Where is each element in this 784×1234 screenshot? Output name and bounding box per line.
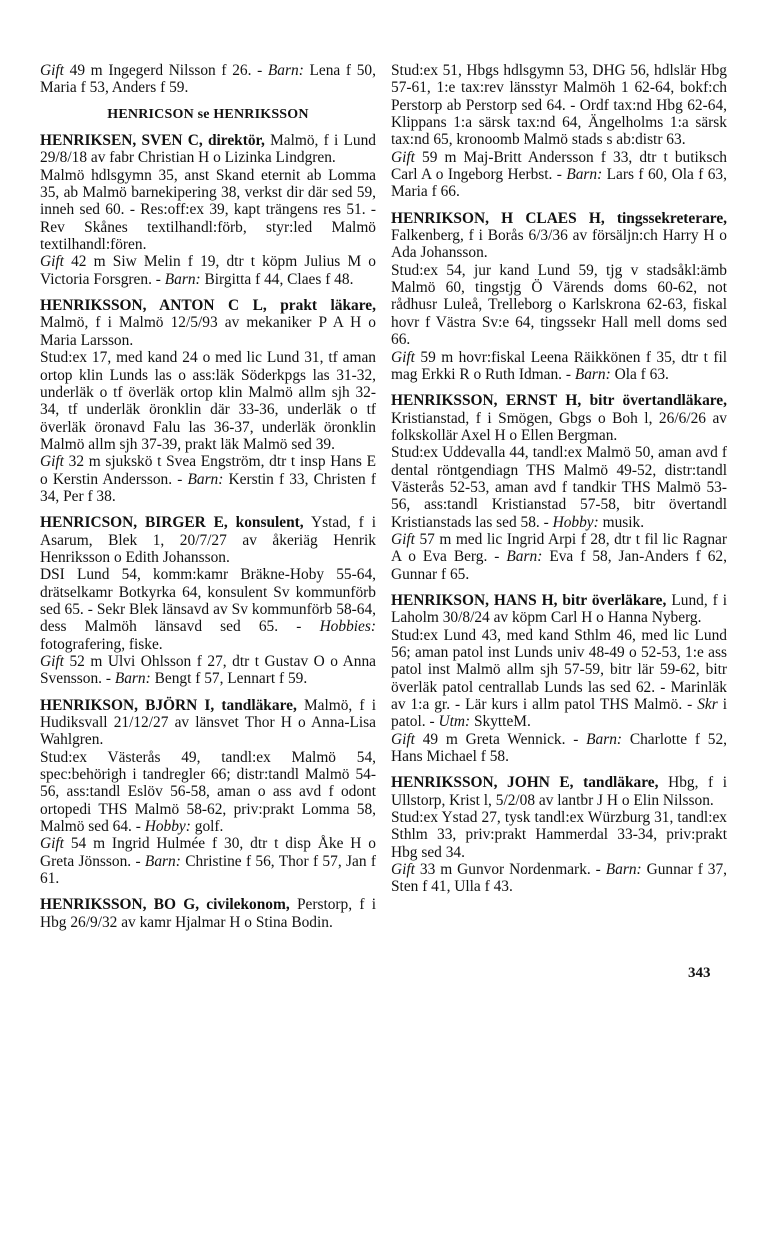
gift-label: Gift	[40, 653, 64, 670]
gift-label: Gift	[391, 148, 415, 166]
biography-entry	[40, 697, 376, 888]
gift-text: 57 m med lic Ingrid Arpi f 28, dtr t fil lic Ragnar A o Eva Berg. -	[391, 530, 727, 566]
continued-entry	[40, 62, 376, 97]
entry-heading: HENRIKSON, BJÖRN I, tandläkare,	[40, 696, 297, 714]
entry-career: Stud:ex Ystad 27, tysk tandl:ex Würzburg 31, tandl:ex Sthlm 33, priv:prakt Hammerdal 33-34, priv:prakt Hbg sed 34.	[391, 809, 727, 861]
barn-text: Charlotte f 52, Hans Michael f 58.	[391, 730, 727, 766]
gift-text: 59 m hovr:fiskal Leena Räikkönen f 35, dtr t fil mag Erkki R o Ruth Idman. -	[391, 348, 727, 383]
entry-career: Stud:ex 51, Hbgs hdlsgymn 53, DHG 56, hdlslär Hbg 57-61, 1:e tax:rev länsstyr Malmöh 1 62-64, bokf:ch Perstorp ab Perstorp sed 64. - Ordf tax:nd Hbg 62-64, Klippans 1:a särsk tax:nd 64, Ängelholms 1:a särsk tax:nd 65, kronoomb Malmö stads s ab:distr 63.	[391, 62, 727, 149]
barn-text: Gunnar f 37, Sten f 41, Ulla f 43.	[391, 861, 728, 896]
hobby-text: fotografering, fiske.	[40, 635, 163, 653]
entry-birth-info: Kristianstad, f i Smögen, Gbgs o Boh l, 26/6/26 av folkskollär Axel H o Ellen Bergman.	[391, 409, 727, 444]
biography-entry	[40, 132, 376, 288]
entry-career: Stud:ex 17, med kand 24 o med lic Lund 31, tf aman ortop klin Lunds las o ass:läk Söderkpgs las 31-32, underläk o tf överläk ortop klin Malmö allm sjh 32-34, tf underläk öronklin där 33-36, underläk o tf överläk öronavd Falu las 36-37, underläk öronklin Malmö allm sjh 37-39, prakt läk Malmö sed 39.	[40, 349, 376, 453]
barn-label: Barn:	[574, 365, 611, 383]
entry-career: Malmö hdlsgymn 35, anst Skand eternit ab Lomma 35, ab Malmö barnekipering 38, verkst dir där sed 59, inneh sed 60. - Res:off:ex 39, kapt trängens res 51. - Rev Skånes textilhandl:förb, styr:led Malmö textilhandl:fören.	[40, 166, 376, 254]
biography-entry	[391, 774, 727, 895]
entry-birth-info: Malmö, f i Hudiksvall 21/12/27 av länsvet Thor H o Anna-Lisa Wahlgren.	[40, 696, 376, 749]
gift-label: Gift	[391, 530, 415, 548]
writings-label: Skr	[697, 696, 718, 714]
entry-heading: HENRIKSSON, BO G, civilekonom,	[40, 896, 290, 914]
barn-label: Barn:	[187, 470, 224, 488]
gift-label: Gift	[391, 861, 415, 879]
hobby-text: golf.	[194, 818, 224, 836]
barn-label: Barn:	[586, 730, 623, 748]
biography-entry	[391, 210, 727, 383]
entry-birth-info: Ystad, f i Asarum, Blek 1, 20/7/27 av åkeriäg Henrik Henriksson o Edith Johansson.	[40, 514, 377, 566]
entry-heading: HENRIKSEN, SVEN C, direktör,	[40, 132, 265, 150]
biography-entry	[40, 514, 376, 687]
barn-label: Barn:	[144, 852, 181, 870]
entry-birth-info: Malmö, f i Malmö 12/5/93 av mekaniker P A H o Maria Larsson.	[40, 314, 376, 349]
barn-text: Lars f 60, Ola f 63, Maria f 66.	[391, 166, 727, 201]
entry-career-text: Stud:ex Lund 43, med kand Sthlm 46, med lic Lund 56; aman patol inst Lunds univ 48-49 o 52-53, 1:e ass patol inst Malmö allm sjh 57-59, bitr lär 59-62, bitr överläk patol centrallab Lunds las sed 62. - Marinläk av 1:a gr. - Lär kurs i allm patol THS Malmö. -	[391, 626, 727, 714]
entry-birth-info: Perstorp, f i Hbg 26/9/32 av kamr Hjalmar H o Stina Bodin.	[40, 896, 376, 931]
entry-career-text: Stud:ex Uddevalla 44, tandl:ex Malmö 50, aman avd f dental röntgendiagn THS Malmö 49-52, distr:tandl Västerås 52-53, aman avd f tandkir THS Malmö 53-56, ass:tandl Kristianstad 57-58, bitr övertandl Kristianstads las sed 58. -	[391, 444, 727, 531]
entry-heading: HENRIKSSON, JOHN E, tandläkare,	[391, 774, 659, 792]
barn-label: Barn:	[164, 270, 201, 288]
barn-label: Barn:	[114, 670, 151, 688]
barn-text: Birgitta f 44, Claes f 48.	[204, 270, 354, 288]
barn-text: Christine f 56, Thor f 57, Jan f 61.	[40, 852, 376, 888]
biography-entry	[40, 297, 376, 505]
barn-text: Ola f 63.	[614, 365, 669, 383]
barn-label: Barn:	[605, 861, 642, 879]
gift-label: Gift	[40, 62, 64, 79]
gift-label: Gift	[40, 453, 64, 471]
barn-label: Barn:	[506, 548, 543, 566]
hobby-label: Hobbies:	[319, 618, 376, 636]
gift-label: Gift	[391, 730, 415, 748]
entry-heading: HENRICSON, BIRGER E, konsulent,	[40, 514, 304, 532]
hobby-text: musik.	[602, 513, 645, 531]
continued-entry	[391, 62, 727, 201]
gift-text: 33 m Gunvor Nordenmark. -	[419, 861, 606, 879]
entry-birth-info: Hbg, f i Ullstorp, Krist l, 5/2/08 av lantbr J H o Elin Nilsson.	[391, 774, 727, 809]
page-number: 343	[688, 965, 711, 981]
entry-birth-info: Falkenberg, f i Borås 6/3/36 av försäljn:ch Harry H o Ada Johansson.	[391, 227, 727, 262]
entry-birth-info: Lund, f i Laholm 30/8/24 av köpm Carl H o Hanna Nyberg.	[391, 591, 727, 627]
gift-label: Gift	[40, 835, 64, 853]
barn-label: Barn:	[566, 166, 603, 184]
gift-text: 49 m Ingegerd Nilsson f 26. -	[69, 62, 268, 79]
entry-career	[40, 749, 376, 836]
gift-text: 49 m Greta Wennick. -	[422, 730, 587, 748]
gift-label: Gift	[40, 253, 64, 271]
gift-text: 42 m Siw Melin f 19, dtr t köpm Julius M o Victoria Forsgren. -	[40, 253, 376, 288]
entry-career-text: Stud:ex Västerås 49, tandl:ex Malmö 54, spec:behörigh i tandregler 66; distr:tandl Malmö 54-56, ass:tandl Eslöv 56-58, aman o ass avd f odont ortopedi THS Malmö 58-62, priv:prakt Lomma 58, Malmö sed 64. -	[40, 748, 376, 836]
barn-text: Bengt f 57, Lennart f 59.	[154, 670, 308, 688]
cross-reference: HENRICSON se HENRIKSSON	[107, 106, 309, 122]
entry-career: Stud:ex 54, jur kand Lund 59, tjg v stadsåkl:ämb Malmö 60, tingstjg Ö Värends doms 60-62, not rådhusr Luleå, Trelleborg o Karlskrona 62-63, fiskal hovr f Västra Sv:e 64, tingssekr Hall mell doms sed 66.	[391, 261, 727, 349]
entry-career	[391, 627, 727, 731]
entry-heading: HENRIKSSON, ANTON C L, prakt läkare,	[40, 297, 376, 315]
writings-text: i patol. -	[391, 696, 727, 731]
barn-text: Eva f 58, Jan-Anders f 62, Gunnar f 65.	[391, 548, 727, 583]
entry-career	[391, 444, 727, 531]
entry-heading: HENRIKSON, H CLAES H, tingssekreterare,	[391, 209, 727, 227]
gift-label: Gift	[391, 348, 415, 366]
honours-label: Utm:	[438, 713, 471, 731]
entry-birth-info: Malmö, f i Lund 29/8/18 av fabr Christian H o Lizinka Lindgren.	[40, 132, 376, 167]
biography-entry	[40, 896, 376, 931]
biography-entry	[391, 392, 727, 583]
right-column	[391, 62, 727, 896]
entry-career-text: DSI Lund 54, komm:kamr Bräkne-Hoby 55-64, drätselkamr Botkyrka 64, konsulent Sv kommunförb sed 65. - Sekr Blek länsavd av Sv kommunförb 58-64, dess Malmöh länsavd sed 65. -	[40, 566, 376, 636]
honours-text: SkytteM.	[473, 713, 531, 731]
gift-text: 32 m sjukskö t Svea Engström, dtr t insp Hans E o Kerstin Andersson. -	[40, 453, 376, 488]
barn-text: Lena f 50, Maria f 53, Anders f 59.	[40, 62, 376, 97]
hobby-label: Hobby:	[552, 513, 599, 531]
biography-entry	[391, 592, 727, 765]
hobby-label: Hobby:	[144, 818, 191, 836]
left-column	[40, 62, 376, 931]
entry-heading: HENRIKSON, HANS H, bitr överläkare,	[391, 591, 667, 609]
gift-text: 59 m Maj-Britt Andersson f 33, dtr t butiksch Carl A o Ingeborg Herbst. -	[391, 148, 727, 184]
entry-heading: HENRIKSSON, ERNST H, bitr övertandläkare,	[391, 392, 727, 410]
entry-career	[40, 566, 376, 653]
gift-text: 52 m Ulvi Ohlsson f 27, dtr t Gustav O o Anna Svensson. -	[40, 653, 376, 688]
barn-label: Barn:	[267, 62, 304, 79]
gift-text: 54 m Ingrid Hulmée f 30, dtr t disp Åke H o Greta Jönsson. -	[40, 835, 376, 870]
barn-text: Kerstin f 33, Christen f 34, Per f 38.	[40, 470, 376, 505]
